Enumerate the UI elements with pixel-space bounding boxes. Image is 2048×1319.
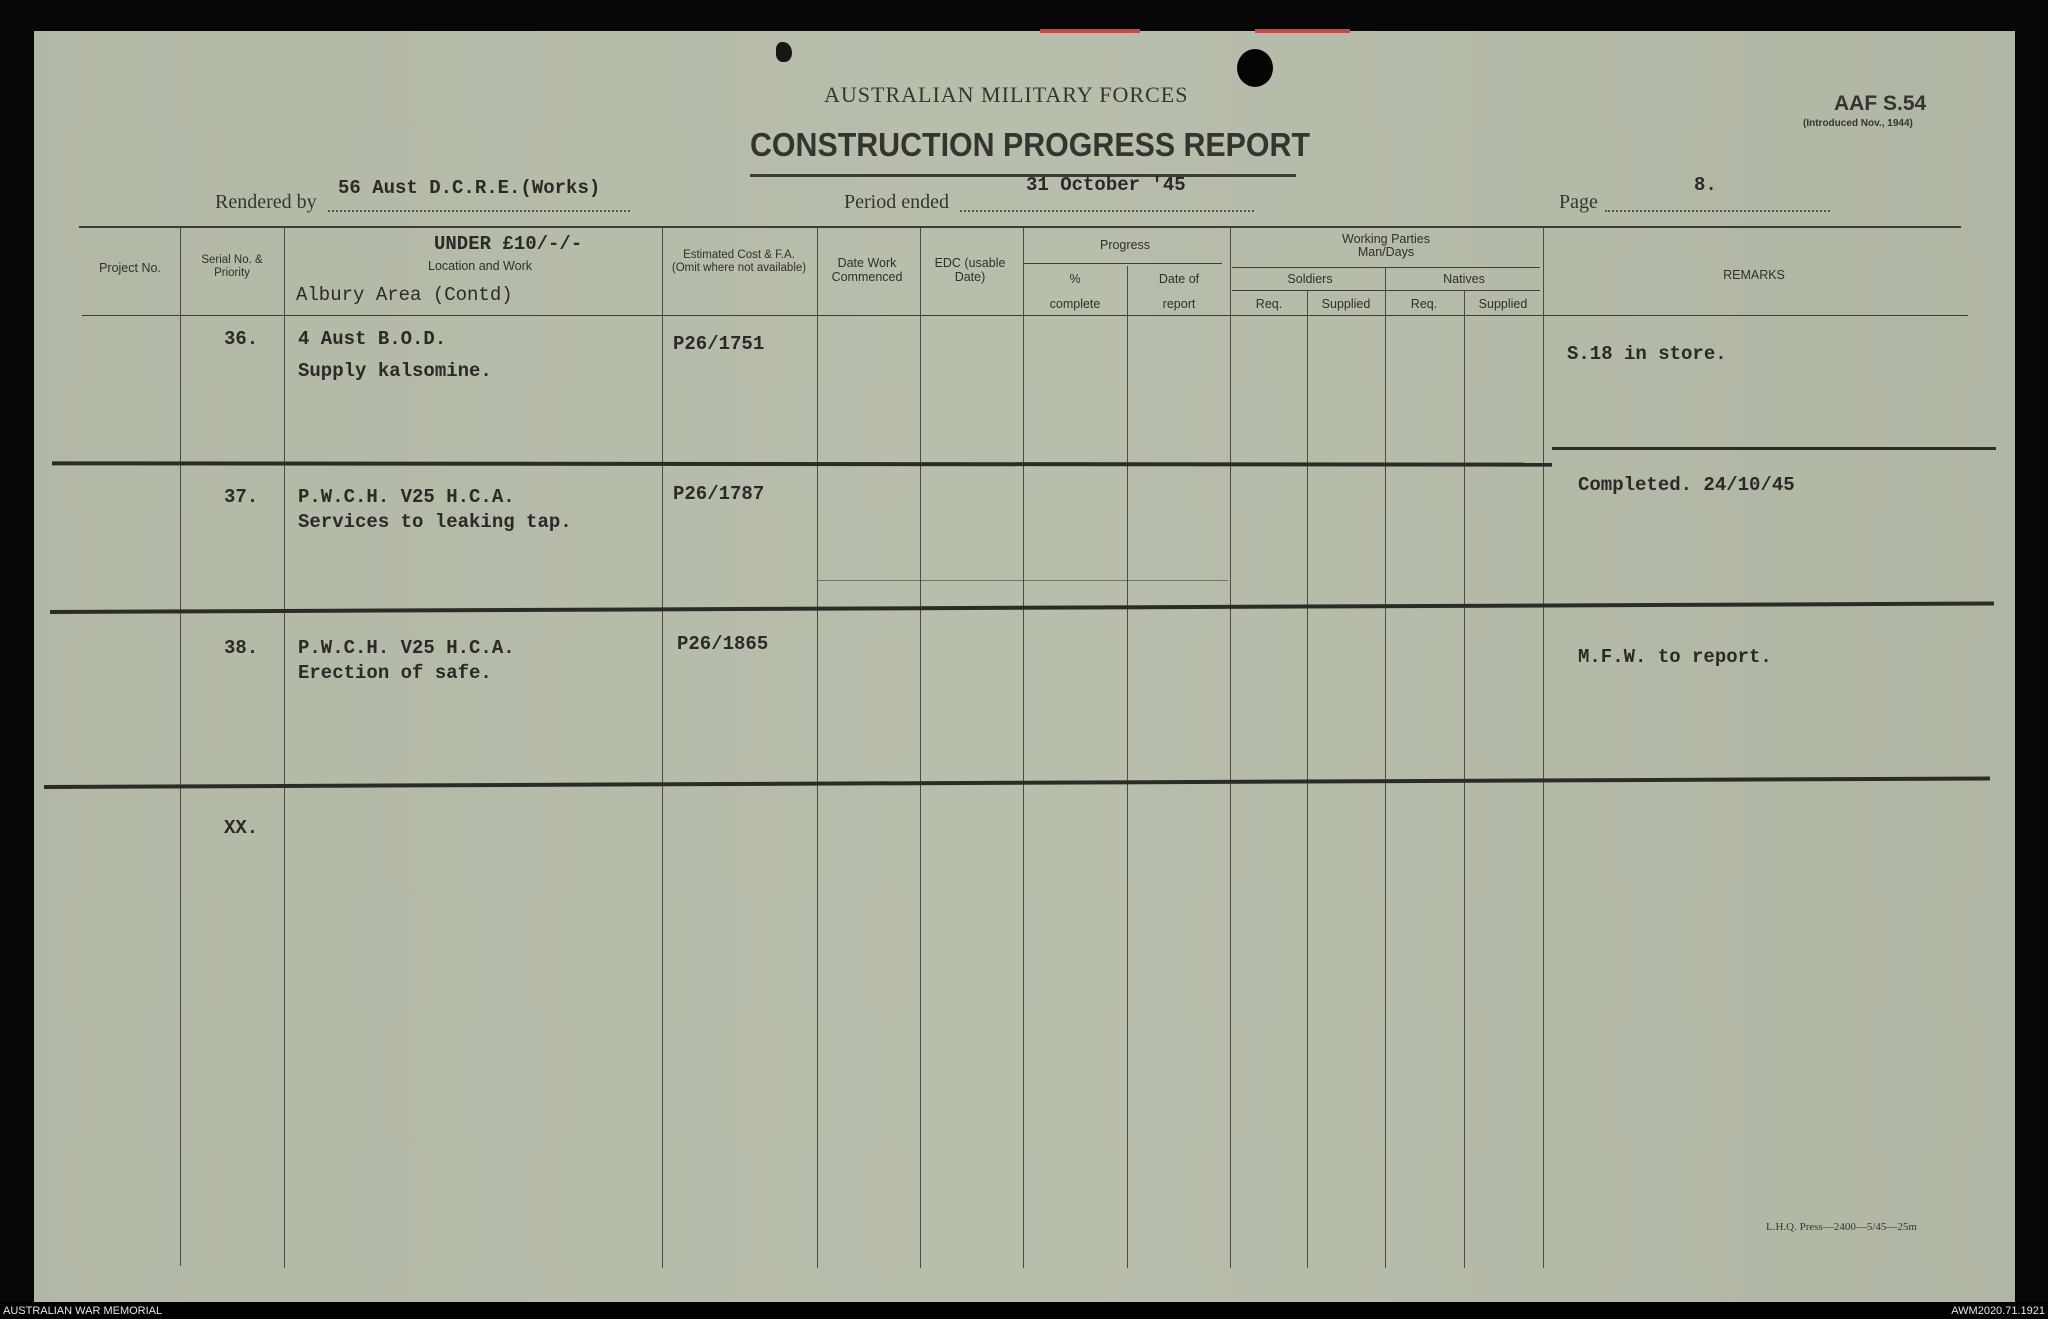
page-title: CONSTRUCTION PROGRESS REPORT <box>750 126 1311 163</box>
page-value: 8. <box>1694 174 1717 196</box>
col-rule-date-of-report <box>1127 266 1128 1268</box>
header-date-of: Date of <box>1158 272 1200 286</box>
period-ended-value: 31 October '45 <box>1026 174 1186 196</box>
col-rule-natives <box>1385 268 1386 1268</box>
row-cost: P26/1751 <box>673 333 765 355</box>
soldiers-natives-sub-rule <box>1232 290 1540 291</box>
archive-name: AUSTRALIAN WAR MEMORIAL <box>3 1305 163 1317</box>
archive-footer <box>0 1302 2048 1319</box>
cancelled-mark: XX. <box>224 817 259 839</box>
row-serial: 36. <box>224 328 259 350</box>
header-soldiers-req: Req. <box>1255 297 1283 311</box>
row-remarks: Completed. 24/10/45 <box>1578 474 1795 496</box>
form-code: AAF S.54 <box>1834 92 1927 115</box>
page-label: Page <box>1559 191 1598 213</box>
header-progress: Progress <box>1099 238 1151 252</box>
header-location: Location and Work <box>428 259 532 273</box>
header-estimated-cost: Estimated Cost & F.A. (Omit where not available) <box>671 249 807 274</box>
table-top-rule <box>79 226 1961 228</box>
header-natives-supplied: Supplied <box>1478 297 1528 311</box>
archive-id: AWM2020.71.1921 <box>1951 1305 2045 1317</box>
row-serial: 38. <box>224 637 259 659</box>
period-ended-label: Period ended <box>844 191 949 213</box>
header-area: Albury Area (Contd) <box>296 284 513 306</box>
row-remarks: M.F.W. to report. <box>1578 646 1772 668</box>
red-paper-edge <box>1040 29 1140 33</box>
pin-mark <box>776 42 792 62</box>
row-location: P.W.C.H. V25 H.C.A. <box>298 637 515 659</box>
row-location: 4 Aust B.O.D. <box>298 328 447 350</box>
page-dots <box>1605 210 1830 212</box>
col-rule-working-parties <box>1230 228 1231 1268</box>
header-remarks: REMARKS <box>1723 268 1785 282</box>
row-work: Services to leaking tap. <box>298 511 572 533</box>
header-report: report <box>1162 297 1196 311</box>
col-rule-progress <box>1023 228 1024 1268</box>
col-rule-serial <box>180 228 181 1266</box>
header-working-parties: Working Parties <box>1342 232 1430 246</box>
printer-note: L.H.Q. Press—2400—5/45—25m <box>1766 1221 1917 1233</box>
rendered-by-dots <box>328 210 630 212</box>
col-rule-remarks <box>1543 228 1544 1268</box>
row-remarks: S.18 in store. <box>1567 343 1727 365</box>
header-natives: Natives <box>1443 272 1485 286</box>
rendered-by-value: 56 Aust D.C.R.E.(Works) <box>338 177 601 199</box>
working-parties-sub-rule <box>1232 267 1540 268</box>
org-name: AUSTRALIAN MILITARY FORCES <box>824 82 1189 107</box>
period-ended-dots <box>960 210 1254 212</box>
row-location: P.W.C.H. V25 H.C.A. <box>298 486 515 508</box>
header-serial: Serial No. & Priority <box>201 254 263 279</box>
col-rule-cost <box>662 228 663 1268</box>
header-soldiers: Soldiers <box>1287 272 1333 286</box>
row-separator-remarks <box>1552 447 1996 450</box>
header-project-no: Project No. <box>99 261 161 275</box>
row-work: Supply kalsomine. <box>298 360 492 382</box>
header-percent-symbol: % <box>1069 272 1081 286</box>
header-under-amount: UNDER £10/-/- <box>434 233 583 255</box>
punch-hole <box>1237 49 1273 87</box>
red-paper-edge <box>1255 29 1350 33</box>
header-natives-req: Req. <box>1410 297 1438 311</box>
col-rule-commenced <box>817 228 818 1268</box>
progress-sub-rule <box>1024 263 1222 264</box>
header-soldiers-supplied: Supplied <box>1321 297 1371 311</box>
row-work: Erection of safe. <box>298 662 492 684</box>
header-man-days: Man/Days <box>1357 245 1415 259</box>
introduced-note: (Introduced Nov., 1944) <box>1803 118 1913 129</box>
row-serial: 37. <box>224 486 259 508</box>
row-cost: P26/1787 <box>673 483 765 505</box>
title-underline <box>750 174 1296 177</box>
header-edc: EDC (usable Date) <box>934 256 1006 284</box>
header-bottom-rule <box>82 315 1968 316</box>
header-date-commenced: Date Work Commenced <box>831 256 903 284</box>
header-percent-complete: complete <box>1049 297 1101 311</box>
row-cost: P26/1865 <box>677 633 769 655</box>
col-rule-location <box>284 228 285 1268</box>
rendered-by-label: Rendered by <box>215 191 317 213</box>
faint-rule <box>818 580 1228 581</box>
col-rule-edc <box>920 228 921 1268</box>
